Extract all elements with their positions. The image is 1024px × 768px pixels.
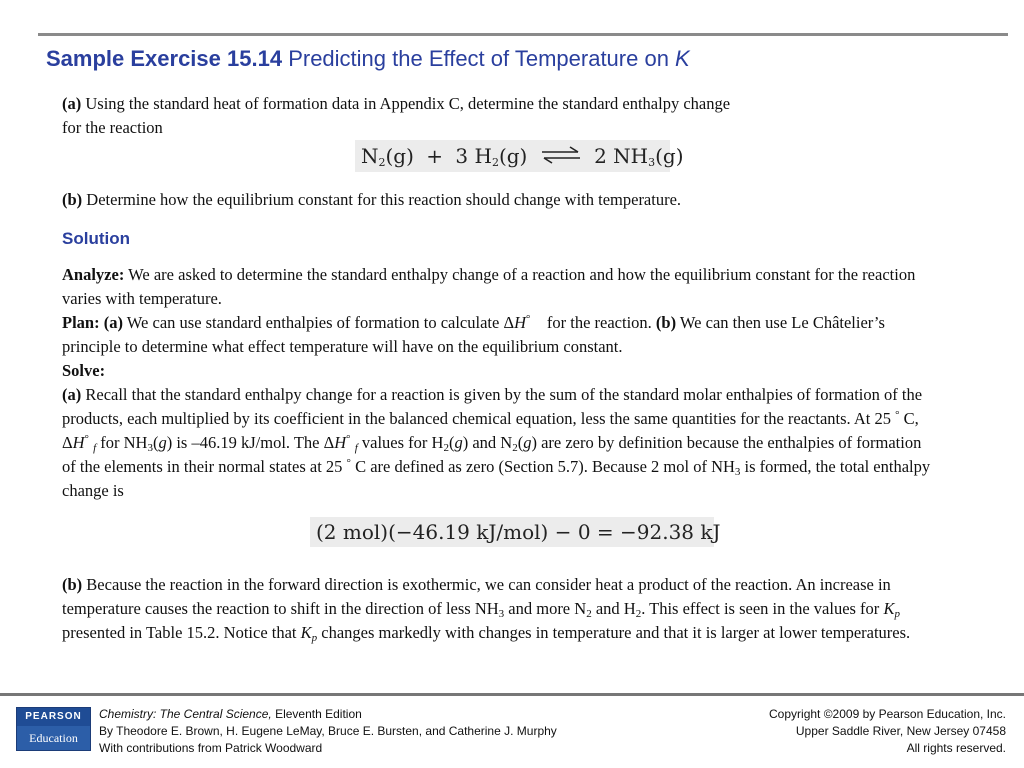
enthalpy-equation: (2 mol)(−46.19 kJ/mol) − 0 = −92.38 kJ: [310, 517, 714, 547]
analyze-paragraph: Analyze: We are asked to determine the standard enthalpy change of a reaction and how the equilibrium constant for the reaction varies with temperature.: [62, 265, 916, 308]
part-a-question: (a) Using the standard heat of formation data in Appendix C, determine the standard enthalpy change for the reaction: [62, 94, 731, 137]
equilibrium-arrow-icon: [540, 145, 582, 165]
page-title: [46, 46, 690, 72]
exercise-title: Predicting the Effect of Temperature on: [288, 46, 676, 71]
pearson-logo: PEARSON Education: [16, 707, 91, 751]
solve-part-b: (b) Because the reaction in the forward direction is exothermic, we can consider heat a product of the reaction. An increase in temperature causes the reaction to shift in the direction of less $NH_3$ and more $N_2$ and $H_2$. This effect is seen in the values for $K_p$ presented in Table 15.2. Notice that $K_p$ changes markedly with changes in temperature and that it is larger at lower temperatures.: [62, 575, 911, 644]
part-b-question: (b) Determine how the equilibrium constant for this reaction should change with temperature.: [62, 190, 682, 209]
title-variable: K: [675, 46, 690, 71]
solution-heading: Solution: [62, 229, 130, 248]
footer-divider: [0, 693, 1024, 696]
top-divider: [38, 33, 1008, 36]
book-title: Chemistry: The Central Science,: [99, 707, 272, 721]
book-authors: By Theodore E. Brown, H. Eugene LeMay, Bruce E. Bursten, and Catherine J. Murphy: [99, 724, 557, 738]
exercise-label: Sample Exercise 15.14: [46, 46, 283, 71]
plan-paragraph: Plan: (a) We can use standard enthalpies of formation to calculate ΔH° for the reaction. (b) We can then use Le Châtelier’s principle to determine what effect temperature will have on the equilibrium constant.: [62, 313, 885, 356]
book-contributions: With contributions from Patrick Woodward: [99, 741, 323, 755]
book-citation: Chemistry: The Central Science, Eleventh Edition By Theodore E. Brown, H. Eugene LeMay, Bruce E. Bursten, and Catherine J. Murphy With contributions from Patrick Woodward: [99, 707, 557, 755]
solve-part-a: (a) Recall that the standard enthalpy change for a reaction is given by the sum of the standard molar enthalpies of formation of the products, each multiplied by its coefficient in the balanced chemical equation, less the same quantities for the reactants. At 25 ° C, ΔH° $_f$ for $NH_3(g)$ is –46.19 kJ/mol. The ΔH° $_f$ values for $H_2(g)$ and $N_2(g)$ are zero by definition because the enthalpies of formation of the elements in their normal states at 25 ° C are defined as zero (Section 5.7). Because 2 mol of $NH_3$ is formed, the total enthalpy change is: [62, 385, 931, 500]
reaction-equation: $N_2(g) + 3$ $H_2(g)$ 2 $NH_3(g)$: [355, 140, 670, 172]
copyright-block: Copyright ©2009 by Pearson Education, Inc. Upper Saddle River, New Jersey 07458 All rights reserved.: [769, 707, 1006, 755]
solve-label: Solve:: [62, 361, 106, 380]
